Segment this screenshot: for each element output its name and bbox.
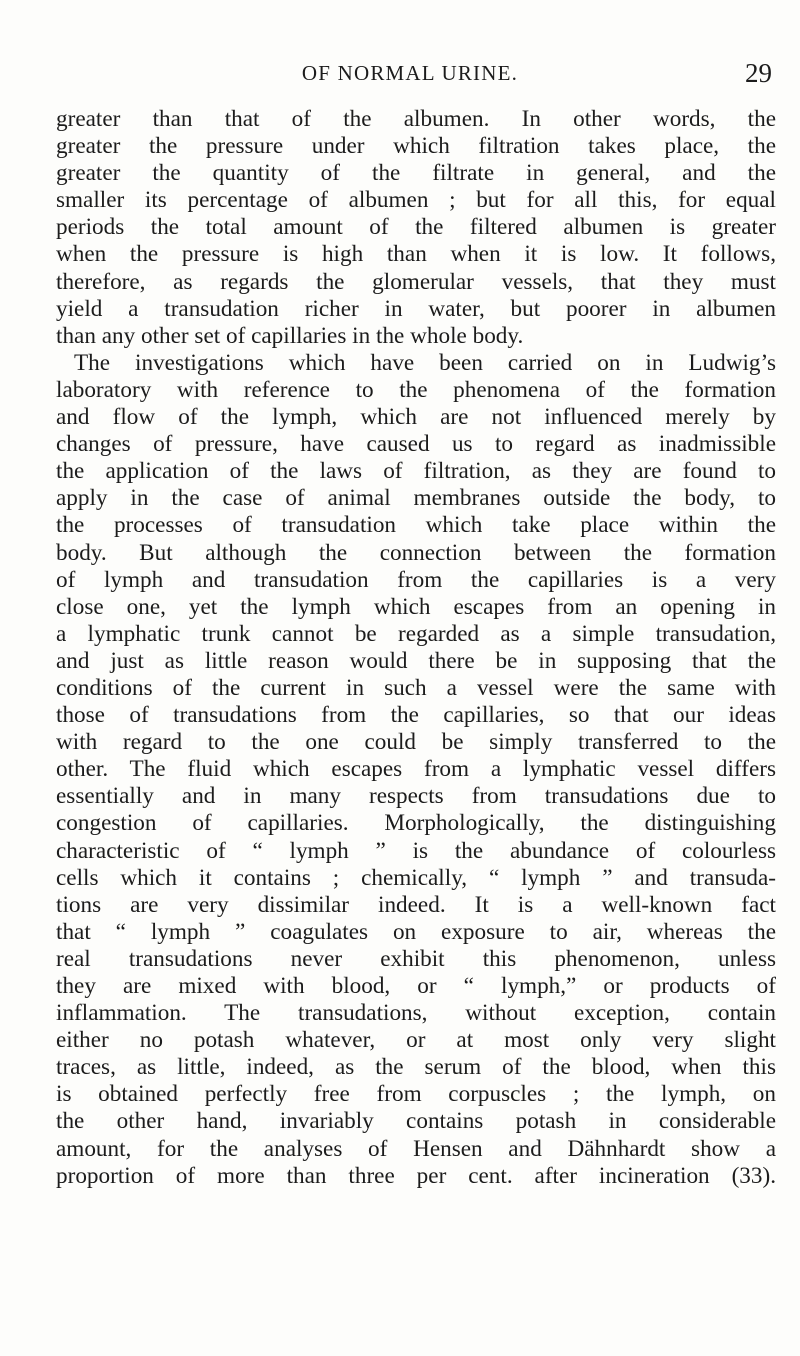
text-line: periods the total amount of the filtered albumen is greater bbox=[56, 214, 776, 241]
text-line: that “ lymph ” coagulates on exposure to air, whereas the bbox=[56, 918, 776, 945]
text-line: yield a transudation richer in water, but poorer in albumen bbox=[56, 295, 776, 322]
text-line: characteristic of “ lymph ” is the abundance of colourless bbox=[56, 837, 776, 864]
text-line: body. But although the connection between the formation bbox=[56, 539, 776, 566]
text-line: The investigations which have been carried on in Ludwig’s bbox=[74, 349, 776, 376]
text-line: the application of the laws of filtration, as they are found to bbox=[56, 458, 776, 485]
text-line: and flow of the lymph, which are not influenced merely by bbox=[56, 404, 776, 431]
page-number: 29 bbox=[745, 58, 772, 88]
text-line: real transudations never exhibit this phenomenon, unless bbox=[56, 945, 776, 972]
text-line: amount, for the analyses of Hensen and Dähnhardt show a bbox=[56, 1135, 776, 1162]
text-line: tions are very dissimilar indeed. It is a well-known fact bbox=[56, 891, 776, 918]
text-line: close one, yet the lymph which escapes from an opening in bbox=[56, 593, 776, 620]
text-line: when the pressure is high than when it is low. It follows, bbox=[56, 241, 776, 268]
text-line: is obtained perfectly free from corpuscles ; the lymph, on bbox=[56, 1081, 776, 1108]
text-line: laboratory with reference to the phenomena of the formation bbox=[56, 376, 776, 403]
text-line: apply in the case of animal membranes outside the body, to bbox=[56, 485, 776, 512]
text-line: inflammation. The transudations, without exception, contain bbox=[56, 1000, 776, 1027]
text-line: the processes of transudation which take place within the bbox=[56, 512, 776, 539]
body-text bbox=[56, 106, 776, 1190]
running-head bbox=[48, 58, 772, 94]
text-line: essentially and in many respects from transudations due to bbox=[56, 783, 776, 810]
running-head-title: OF NORMAL URINE. bbox=[301, 61, 519, 85]
text-line: cells which it contains ; chemically, “ lymph ” and transuda- bbox=[56, 864, 776, 891]
text-line: greater the pressure under which filtration takes place, the bbox=[56, 133, 776, 160]
text-line: the other hand, invariably contains potash in considerable bbox=[56, 1108, 776, 1135]
text-line: proportion of more than three per cent. after incineration (33). bbox=[56, 1162, 776, 1189]
text-line: traces, as little, indeed, as the serum of the blood, when this bbox=[56, 1054, 776, 1081]
text-line: they are mixed with blood, or “ lymph,” or products of bbox=[56, 973, 776, 999]
text-line: congestion of capillaries. Morphologically, the distinguishing bbox=[56, 810, 776, 837]
text-line: those of transudations from the capillaries, so that our ideas bbox=[56, 702, 776, 729]
text-line: changes of pressure, have caused us to regard as inadmissible bbox=[56, 431, 776, 458]
text-line: with regard to the one could be simply transferred to the bbox=[56, 729, 776, 756]
text-line: a lymphatic trunk cannot be regarded as a simple transudation, bbox=[56, 620, 776, 647]
text-line: other. The fluid which escapes from a lymphatic vessel differs bbox=[56, 756, 776, 783]
text-line: therefore, as regards the glomerular vessels, that they must bbox=[56, 268, 776, 295]
text-line: greater than that of the albumen. In other words, the bbox=[56, 106, 776, 132]
text-line: of lymph and transudation from the capillaries is a very bbox=[56, 566, 776, 593]
text-line: greater the quantity of the filtrate in general, and the bbox=[56, 160, 776, 187]
text-line: than any other set of capillaries in the whole body. bbox=[56, 322, 524, 349]
text-line: smaller its percentage of albumen ; but for all this, for equal bbox=[56, 187, 776, 214]
text-line: either no potash whatever, or at most only very slight bbox=[56, 1027, 776, 1054]
text-line: and just as little reason would there be in supposing that the bbox=[56, 647, 776, 674]
text-line: conditions of the current in such a vessel were the same with bbox=[56, 674, 776, 701]
